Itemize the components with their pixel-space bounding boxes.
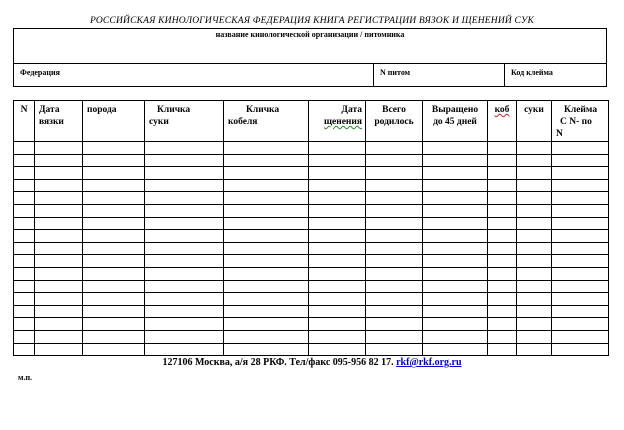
table-cell[interactable] [488, 167, 517, 180]
table-cell[interactable] [14, 204, 35, 217]
table-cell[interactable] [145, 192, 224, 205]
table-row [14, 305, 609, 318]
table-cell[interactable] [309, 179, 366, 192]
table-cell[interactable] [224, 204, 309, 217]
table-cell[interactable] [35, 305, 83, 318]
table-cell[interactable] [552, 330, 609, 343]
table-cell[interactable] [488, 179, 517, 192]
col-header-mating-date: Дата вязки [35, 101, 83, 142]
table-cell[interactable] [517, 318, 552, 331]
table-cell[interactable] [552, 267, 609, 280]
table-cell[interactable] [309, 293, 366, 306]
table-row [14, 167, 609, 180]
table-cell[interactable] [145, 255, 224, 268]
col-header-breed: порода [83, 101, 145, 142]
table-cell[interactable] [366, 167, 423, 180]
table-cell[interactable] [517, 192, 552, 205]
table-cell[interactable] [488, 255, 517, 268]
table-cell[interactable] [517, 179, 552, 192]
table-cell[interactable] [517, 255, 552, 268]
table-cell[interactable] [145, 217, 224, 230]
table-row [14, 267, 609, 280]
table-cell[interactable] [35, 217, 83, 230]
table-cell[interactable] [517, 267, 552, 280]
table-cell[interactable] [366, 280, 423, 293]
table-cell[interactable] [14, 330, 35, 343]
table-cell[interactable] [366, 192, 423, 205]
table-cell[interactable] [224, 305, 309, 318]
table-cell[interactable] [309, 280, 366, 293]
col-header-males: коб [488, 101, 517, 142]
table-cell[interactable] [423, 154, 488, 167]
table-cell[interactable] [488, 293, 517, 306]
table-cell[interactable] [552, 305, 609, 318]
table-cell[interactable] [552, 217, 609, 230]
table-row [14, 318, 609, 331]
table-cell[interactable] [488, 280, 517, 293]
table-cell[interactable] [224, 154, 309, 167]
table-cell[interactable] [423, 293, 488, 306]
brand-code-field[interactable] [504, 64, 608, 87]
col-header-females: суки [517, 101, 552, 142]
table-cell[interactable] [83, 330, 145, 343]
table-cell[interactable] [145, 230, 224, 243]
table-cell[interactable] [35, 142, 83, 155]
table-cell[interactable] [552, 343, 609, 356]
table-cell[interactable] [145, 179, 224, 192]
table-cell[interactable] [517, 217, 552, 230]
table-cell[interactable] [35, 280, 83, 293]
table-cell[interactable] [83, 142, 145, 155]
table-cell[interactable] [35, 255, 83, 268]
table-cell[interactable] [35, 167, 83, 180]
table-cell[interactable] [366, 330, 423, 343]
table-cell[interactable] [488, 192, 517, 205]
table-row [14, 280, 609, 293]
table-cell[interactable] [83, 267, 145, 280]
table-cell[interactable] [552, 242, 609, 255]
table-cell[interactable] [423, 267, 488, 280]
table-cell[interactable] [14, 167, 35, 180]
table-row [14, 330, 609, 343]
table-cell[interactable] [517, 242, 552, 255]
table-cell[interactable] [14, 230, 35, 243]
table-cell[interactable] [552, 167, 609, 180]
table-cell[interactable] [224, 142, 309, 155]
table-cell[interactable] [423, 255, 488, 268]
table-cell[interactable] [224, 192, 309, 205]
table-cell[interactable] [145, 330, 224, 343]
table-cell[interactable] [35, 293, 83, 306]
table-cell[interactable] [488, 318, 517, 331]
table-cell[interactable] [145, 343, 224, 356]
table-cell[interactable] [14, 293, 35, 306]
table-cell[interactable] [145, 167, 224, 180]
table-cell[interactable] [83, 255, 145, 268]
table-cell[interactable] [14, 142, 35, 155]
nursery-number-field[interactable] [373, 64, 504, 87]
table-cell[interactable] [488, 330, 517, 343]
table-cell[interactable] [224, 330, 309, 343]
table-cell[interactable] [366, 293, 423, 306]
table-cell[interactable] [366, 230, 423, 243]
table-cell[interactable] [366, 318, 423, 331]
table-cell[interactable] [423, 280, 488, 293]
table-cell[interactable] [309, 154, 366, 167]
table-cell[interactable] [517, 293, 552, 306]
table-cell[interactable] [552, 154, 609, 167]
col-header-brands: Клейма С N- по N [552, 101, 609, 142]
table-cell[interactable] [366, 255, 423, 268]
table-cell[interactable] [552, 293, 609, 306]
table-cell[interactable] [517, 204, 552, 217]
table-cell[interactable] [224, 242, 309, 255]
table-cell[interactable] [488, 343, 517, 356]
table-cell[interactable] [224, 230, 309, 243]
table-cell[interactable] [83, 179, 145, 192]
table-cell[interactable] [224, 280, 309, 293]
table-cell[interactable] [14, 179, 35, 192]
table-cell[interactable] [517, 230, 552, 243]
table-cell[interactable] [423, 242, 488, 255]
table-cell[interactable] [488, 305, 517, 318]
table-cell[interactable] [552, 142, 609, 155]
table-cell[interactable] [423, 192, 488, 205]
footer-contact [0, 357, 624, 368]
table-cell[interactable] [145, 267, 224, 280]
col-header-raised-45-days: Выращено до 45 дней [423, 101, 488, 142]
table-row [14, 343, 609, 356]
registration-table [13, 100, 609, 356]
table-row [14, 204, 609, 217]
table-cell[interactable] [488, 154, 517, 167]
table-header-row [14, 101, 609, 142]
table-cell[interactable] [14, 154, 35, 167]
table-cell[interactable] [145, 293, 224, 306]
table-cell[interactable] [224, 293, 309, 306]
table-cell[interactable] [14, 217, 35, 230]
table-cell[interactable] [488, 230, 517, 243]
table-cell[interactable] [488, 217, 517, 230]
table-cell[interactable] [14, 305, 35, 318]
table-cell[interactable] [309, 267, 366, 280]
table-cell[interactable] [35, 154, 83, 167]
document-title: РОССИЙСКАЯ КИНОЛОГИЧЕСКАЯ ФЕДЕРАЦИЯ КНИГА РЕГИСТРАЦИИ ВЯЗОК И ЩЕНЕНИЙ СУК [89, 16, 535, 26]
table-row [14, 293, 609, 306]
table-cell[interactable] [423, 142, 488, 155]
table-cell[interactable] [224, 318, 309, 331]
table-cell[interactable] [145, 154, 224, 167]
table-cell[interactable] [83, 280, 145, 293]
table-cell[interactable] [309, 167, 366, 180]
table-cell[interactable] [309, 242, 366, 255]
table-cell[interactable] [224, 267, 309, 280]
table-row [14, 217, 609, 230]
footer-email-link[interactable]: rkf@rkf.org.ru [396, 357, 462, 368]
col-header-sire-name: Кличка кобеля [224, 101, 309, 142]
table-cell[interactable] [552, 230, 609, 243]
table-cell[interactable] [14, 280, 35, 293]
table-cell[interactable] [14, 267, 35, 280]
table-cell[interactable] [83, 192, 145, 205]
table-cell[interactable] [309, 230, 366, 243]
table-cell[interactable] [423, 217, 488, 230]
table-cell[interactable] [14, 192, 35, 205]
table-cell[interactable] [224, 255, 309, 268]
table-cell[interactable] [366, 179, 423, 192]
table-cell[interactable] [83, 318, 145, 331]
table-cell[interactable] [423, 305, 488, 318]
table-cell[interactable] [14, 343, 35, 356]
table-cell[interactable] [423, 230, 488, 243]
table-cell[interactable] [83, 204, 145, 217]
table-cell[interactable] [366, 343, 423, 356]
table-cell[interactable] [517, 343, 552, 356]
table-cell[interactable] [145, 280, 224, 293]
table-cell[interactable] [83, 154, 145, 167]
table-cell[interactable] [517, 142, 552, 155]
table-cell[interactable] [309, 318, 366, 331]
federation-label: Федерация [20, 68, 60, 77]
table-cell[interactable] [517, 305, 552, 318]
table-cell[interactable] [224, 179, 309, 192]
registration-table-body [14, 142, 609, 356]
table-cell[interactable] [83, 293, 145, 306]
table-cell[interactable] [35, 204, 83, 217]
table-cell[interactable] [224, 217, 309, 230]
table-cell[interactable] [35, 330, 83, 343]
table-cell[interactable] [309, 305, 366, 318]
table-cell[interactable] [366, 242, 423, 255]
col-header-number: N [14, 101, 35, 142]
table-cell[interactable] [423, 167, 488, 180]
table-cell[interactable] [423, 179, 488, 192]
brand-code-label: Код клейма [511, 68, 553, 77]
table-cell[interactable] [488, 267, 517, 280]
table-cell[interactable] [14, 255, 35, 268]
table-cell[interactable] [488, 242, 517, 255]
table-cell[interactable] [309, 192, 366, 205]
table-cell[interactable] [35, 192, 83, 205]
footer-address: 127106 Москва, а/я 28 РКФ. Тел/факс 095-956 82 17. [162, 357, 394, 368]
table-cell[interactable] [423, 343, 488, 356]
table-cell[interactable] [35, 179, 83, 192]
table-cell[interactable] [366, 154, 423, 167]
table-cell[interactable] [145, 204, 224, 217]
table-cell[interactable] [145, 318, 224, 331]
table-cell[interactable] [309, 217, 366, 230]
table-cell[interactable] [552, 255, 609, 268]
col-header-total-born: Всего родилось [366, 101, 423, 142]
table-cell[interactable] [145, 142, 224, 155]
table-cell[interactable] [488, 204, 517, 217]
col-header-bitch-name: Кличка суки [145, 101, 224, 142]
table-cell[interactable] [309, 204, 366, 217]
federation-field[interactable] [14, 64, 373, 87]
table-cell[interactable] [83, 343, 145, 356]
table-cell[interactable] [552, 179, 609, 192]
table-cell[interactable] [35, 318, 83, 331]
table-cell[interactable] [517, 330, 552, 343]
table-cell[interactable] [83, 167, 145, 180]
table-cell[interactable] [145, 305, 224, 318]
nursery-number-label: N питом [380, 68, 411, 77]
table-cell[interactable] [14, 318, 35, 331]
table-cell[interactable] [309, 343, 366, 356]
table-cell[interactable] [517, 280, 552, 293]
table-cell[interactable] [488, 142, 517, 155]
table-cell[interactable] [366, 267, 423, 280]
table-cell[interactable] [552, 204, 609, 217]
table-row [14, 255, 609, 268]
table-cell[interactable] [309, 330, 366, 343]
table-cell[interactable] [145, 242, 224, 255]
table-row [14, 230, 609, 243]
table-cell[interactable] [83, 217, 145, 230]
col-header-whelping-date: Дата щенения [309, 101, 366, 142]
table-cell[interactable] [35, 267, 83, 280]
table-cell[interactable] [517, 167, 552, 180]
table-cell[interactable] [552, 318, 609, 331]
table-row [14, 192, 609, 205]
table-cell[interactable] [517, 154, 552, 167]
table-cell[interactable] [366, 142, 423, 155]
table-cell[interactable] [366, 305, 423, 318]
table-cell[interactable] [224, 343, 309, 356]
table-cell[interactable] [35, 230, 83, 243]
table-cell[interactable] [423, 204, 488, 217]
table-cell[interactable] [83, 230, 145, 243]
table-cell[interactable] [552, 280, 609, 293]
table-cell[interactable] [14, 242, 35, 255]
table-cell[interactable] [366, 204, 423, 217]
table-cell[interactable] [309, 142, 366, 155]
org-name-label: название кинологической организации / питомника [215, 30, 405, 39]
table-cell[interactable] [423, 318, 488, 331]
table-row [14, 142, 609, 155]
table-cell[interactable] [552, 192, 609, 205]
table-cell[interactable] [35, 343, 83, 356]
header-fields-row [14, 63, 606, 87]
table-row [14, 242, 609, 255]
table-cell[interactable] [83, 305, 145, 318]
table-cell[interactable] [366, 217, 423, 230]
table-cell[interactable] [35, 242, 83, 255]
table-row [14, 154, 609, 167]
table-cell[interactable] [423, 330, 488, 343]
table-row [14, 179, 609, 192]
table-cell[interactable] [309, 255, 366, 268]
seal-label: м.п. [18, 373, 33, 382]
table-cell[interactable] [224, 167, 309, 180]
table-cell[interactable] [83, 242, 145, 255]
organization-header-box [13, 28, 607, 87]
